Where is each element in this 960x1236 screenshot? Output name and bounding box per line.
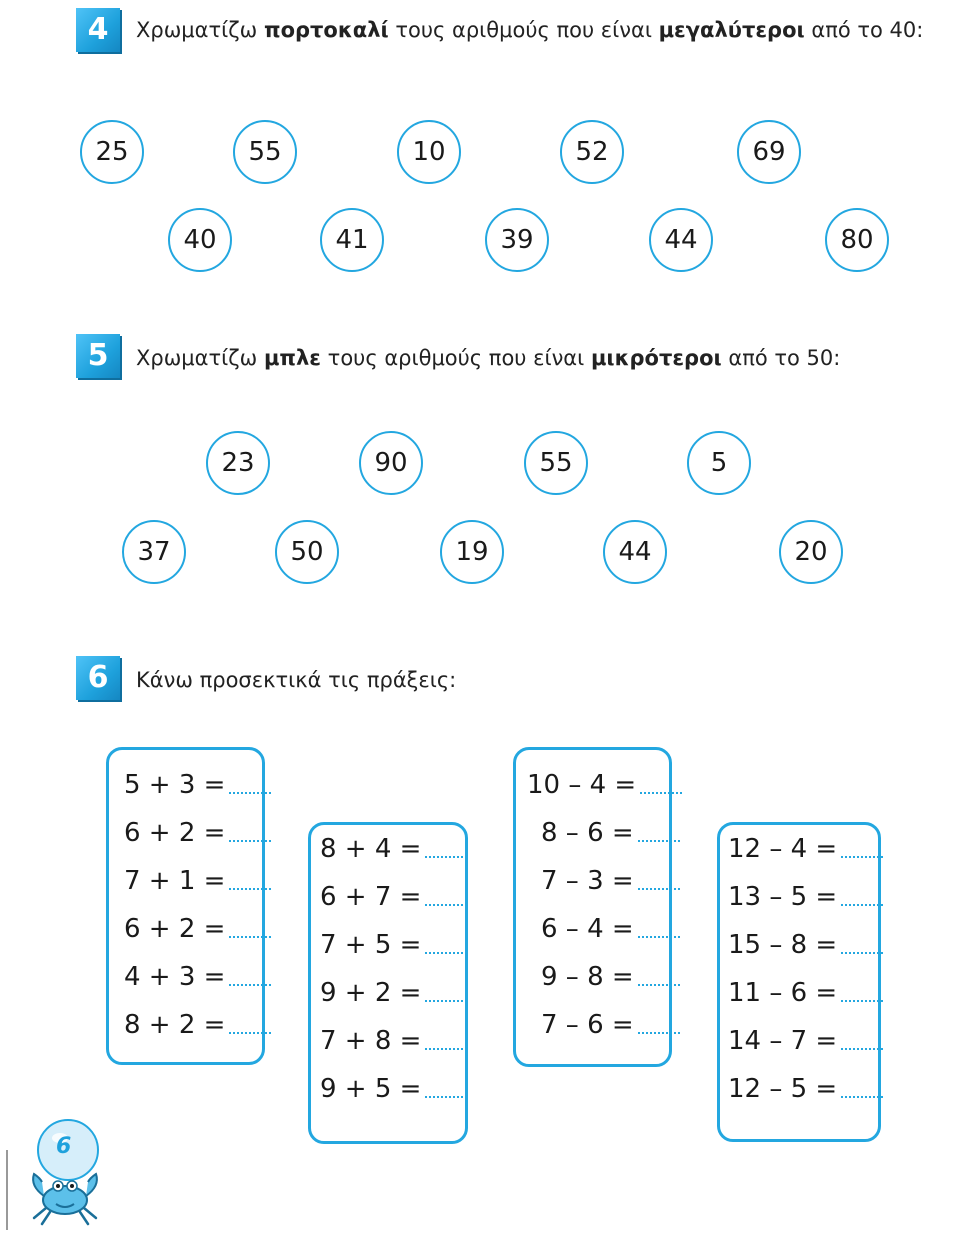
answer-blank[interactable] <box>841 952 883 954</box>
instruction-bold: μικρότεροι <box>590 346 722 370</box>
equation-text: 6 – 4 = <box>541 914 634 944</box>
exercise-instruction: Κάνω προσεκτικά τις πράξεις: <box>136 668 457 692</box>
equation <box>320 978 467 1008</box>
equation <box>541 1010 680 1040</box>
number-circle[interactable]: 39 <box>485 208 549 272</box>
number-circle[interactable]: 37 <box>122 520 186 584</box>
equation-text: 11 – 6 = <box>728 978 838 1008</box>
equation <box>527 770 682 800</box>
answer-blank[interactable] <box>841 1048 883 1050</box>
equation <box>320 834 467 864</box>
number-circle[interactable]: 25 <box>80 120 144 184</box>
number-circle[interactable]: 50 <box>275 520 339 584</box>
instruction-text: τους αριθμούς που είναι <box>388 18 659 42</box>
instruction-bold: μεγαλύτεροι <box>658 18 805 42</box>
equation <box>124 914 271 944</box>
equation <box>541 962 680 992</box>
margin-line <box>6 1150 8 1230</box>
number-circle[interactable]: 90 <box>359 431 423 495</box>
exercise-instruction <box>136 18 923 42</box>
equation-text: 7 + 8 = <box>320 1026 422 1056</box>
exercise-number-badge: 6 <box>76 656 120 700</box>
number-circle[interactable]: 55 <box>233 120 297 184</box>
number-circle[interactable]: 69 <box>737 120 801 184</box>
answer-blank[interactable] <box>841 856 883 858</box>
equation-text: 10 – 4 = <box>527 770 637 800</box>
answer-blank[interactable] <box>425 856 467 858</box>
number-circle[interactable]: 5 <box>687 431 751 495</box>
page-number: 6 <box>56 1134 72 1159</box>
answer-blank[interactable] <box>425 952 467 954</box>
answer-blank[interactable] <box>638 984 680 986</box>
answer-blank[interactable] <box>638 888 680 890</box>
number-circle[interactable]: 44 <box>649 208 713 272</box>
answer-blank[interactable] <box>229 936 271 938</box>
equation <box>728 1074 883 1104</box>
number-circle[interactable]: 44 <box>603 520 667 584</box>
answer-blank[interactable] <box>229 792 271 794</box>
equation-text: 8 – 6 = <box>541 818 634 848</box>
equation-text: 6 + 2 = <box>124 818 226 848</box>
equation-text: 7 + 1 = <box>124 866 226 896</box>
equation <box>541 914 680 944</box>
equation-text: 4 + 3 = <box>124 962 226 992</box>
equation-text: 7 + 5 = <box>320 930 422 960</box>
number-circle[interactable]: 19 <box>440 520 504 584</box>
equation-text: 7 – 3 = <box>541 866 634 896</box>
answer-blank[interactable] <box>425 904 467 906</box>
equation-text: 8 + 2 = <box>124 1010 226 1040</box>
answer-blank[interactable] <box>640 792 682 794</box>
exercise-number-badge: 4 <box>76 8 120 52</box>
crab-mascot-icon <box>20 1112 110 1232</box>
equation-text: 6 + 7 = <box>320 882 422 912</box>
equation-text: 7 – 6 = <box>541 1010 634 1040</box>
answer-blank[interactable] <box>229 984 271 986</box>
number-circle[interactable]: 41 <box>320 208 384 272</box>
exercise-instruction <box>136 346 840 370</box>
equation <box>541 866 680 896</box>
equation <box>728 834 883 864</box>
number-circle[interactable]: 10 <box>397 120 461 184</box>
number-circle[interactable]: 80 <box>825 208 889 272</box>
number-circle[interactable]: 23 <box>206 431 270 495</box>
number-circle[interactable]: 52 <box>560 120 624 184</box>
number-circle[interactable]: 40 <box>168 208 232 272</box>
instruction-text: Χρωματίζω <box>136 346 264 370</box>
equation-text: 9 + 5 = <box>320 1074 422 1104</box>
equation <box>124 770 271 800</box>
instruction-text: από το 50: <box>721 346 841 370</box>
equation <box>541 818 680 848</box>
equation-text: 9 + 2 = <box>320 978 422 1008</box>
answer-blank[interactable] <box>229 888 271 890</box>
answer-blank[interactable] <box>425 1048 467 1050</box>
number-circle[interactable]: 20 <box>779 520 843 584</box>
equation-text: 6 + 2 = <box>124 914 226 944</box>
equation <box>320 1074 467 1104</box>
instruction-bold: πορτοκαλί <box>263 18 389 42</box>
equation <box>124 962 271 992</box>
exercise-number-badge: 5 <box>76 334 120 378</box>
answer-blank[interactable] <box>638 1032 680 1034</box>
instruction-bold: μπλε <box>263 346 321 370</box>
number-circle[interactable]: 55 <box>524 431 588 495</box>
equation <box>320 882 467 912</box>
equation <box>124 1010 271 1040</box>
equation <box>728 1026 883 1056</box>
equation-text: 8 + 4 = <box>320 834 422 864</box>
answer-blank[interactable] <box>638 936 680 938</box>
equation-text: 9 – 8 = <box>541 962 634 992</box>
answer-blank[interactable] <box>229 840 271 842</box>
equation <box>320 1026 467 1056</box>
answer-blank[interactable] <box>425 1000 467 1002</box>
equation-text: 14 – 7 = <box>728 1026 838 1056</box>
answer-blank[interactable] <box>425 1096 467 1098</box>
instruction-text: τους αριθμούς που είναι <box>321 346 591 370</box>
instruction-text: Χρωματίζω <box>136 18 264 42</box>
equation <box>728 978 883 1008</box>
answer-blank[interactable] <box>841 904 883 906</box>
equation <box>124 866 271 896</box>
answer-blank[interactable] <box>841 1000 883 1002</box>
equation-text: 12 – 5 = <box>728 1074 838 1104</box>
instruction-text: από το 40: <box>804 18 924 42</box>
equation <box>320 930 467 960</box>
answer-blank[interactable] <box>841 1096 883 1098</box>
answer-blank[interactable] <box>638 840 680 842</box>
equation-text: 12 – 4 = <box>728 834 838 864</box>
equation <box>728 930 883 960</box>
equation-text: 13 – 5 = <box>728 882 838 912</box>
equation <box>728 882 883 912</box>
equation-text: 15 – 8 = <box>728 930 838 960</box>
equation-text: 5 + 3 = <box>124 770 226 800</box>
answer-blank[interactable] <box>229 1032 271 1034</box>
equation <box>124 818 271 848</box>
